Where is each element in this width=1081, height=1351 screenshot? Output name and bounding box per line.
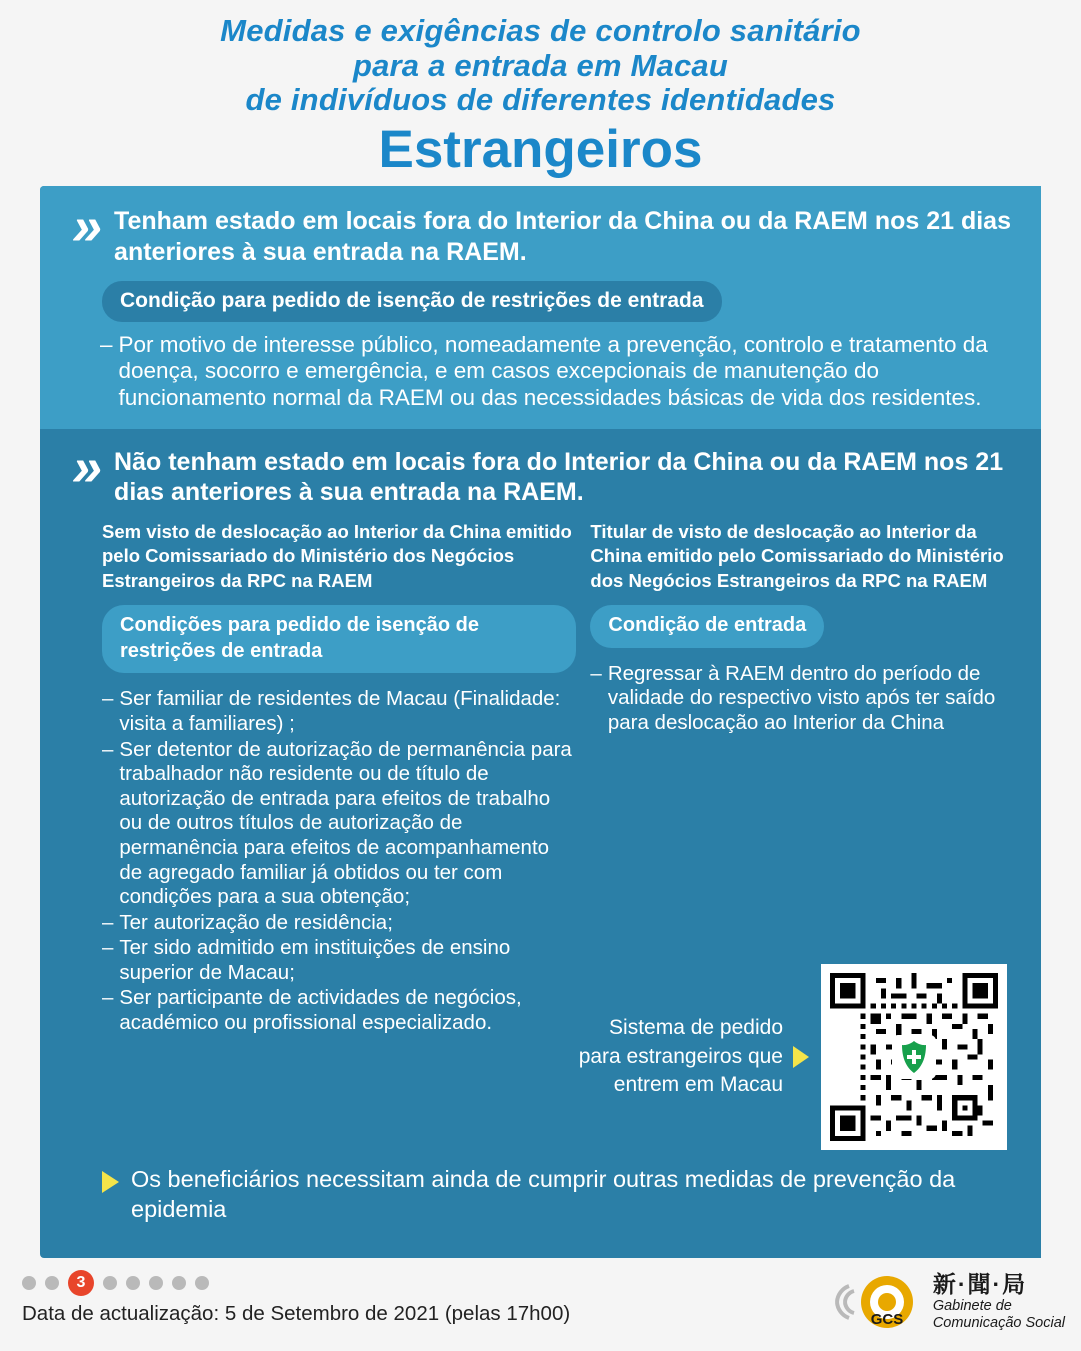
list-item xyxy=(590,662,1015,736)
column-with-visa xyxy=(576,520,1015,1037)
pagination-dot[interactable] xyxy=(22,1276,36,1290)
section-abroad-pill: Condição para pedido de isenção de restrições de entrada xyxy=(102,281,722,322)
svg-text:GCS: GCS xyxy=(870,1311,904,1328)
column-no-visa-subheading: Sem visto de deslocação ao Interior da China emitido pelo Comissariado do Ministério dos Negócios Estrangeiros da RPC na RAEM xyxy=(102,520,572,591)
footnote xyxy=(102,1165,1041,1224)
footnote-text: Os beneficiários necessitam ainda de cumprir outras medidas de prevenção da epidemia xyxy=(131,1166,956,1222)
column-no-visa-pill: Condições para pedido de isenção de restrições de entrada xyxy=(102,605,576,673)
pagination-dot-active[interactable]: 3 xyxy=(68,1270,94,1296)
pagination-dot[interactable] xyxy=(103,1276,117,1290)
column-with-visa-list xyxy=(590,662,1015,736)
triangle-right-icon xyxy=(793,1046,809,1068)
gcs-logo-pt-2: Comunicação Social xyxy=(932,1314,1065,1331)
list-item xyxy=(102,687,576,736)
qr-code[interactable] xyxy=(821,964,1007,1150)
page-title: Estrangeiros xyxy=(378,120,703,180)
gcs-logo-icon xyxy=(831,1266,927,1338)
section-abroad-list xyxy=(100,332,1015,411)
header-line-1: Medidas e exigências de controlo sanitário xyxy=(220,13,861,48)
dash-marker: – xyxy=(590,661,602,685)
left-strip xyxy=(0,186,14,1258)
pagination-dot[interactable] xyxy=(126,1276,140,1290)
list-item-text: Ser participante de actividades de negócios, académico ou profissional especializado. xyxy=(119,986,522,1035)
section-abroad-header xyxy=(66,196,1015,267)
list-item-text: Ter sido admitido em instituições de ensino superior de Macau; xyxy=(119,936,511,984)
gcs-logo-text xyxy=(933,1272,1065,1332)
gcs-logo xyxy=(831,1266,1065,1338)
pagination-dot[interactable] xyxy=(172,1276,186,1290)
column-no-visa xyxy=(66,520,576,1037)
list-item-text: Ser detentor de autorização de permanência para trabalhador não residente ou de título de autorização de entrada para efeitos de trabalho ou de outros títulos de autorização de permanência para efeitos de acompanhamento de agregado familiar já obtidos ou ter com condições para a sua obtenção; xyxy=(119,737,572,909)
gcs-logo-pt-1: Gabinete de xyxy=(932,1297,1012,1314)
dash-marker: – xyxy=(102,737,114,761)
update-date: Data de actualização: 5 de Setembro de 2021 (pelas 17h00) xyxy=(22,1302,571,1325)
qr-section xyxy=(579,964,1007,1150)
section-not-abroad xyxy=(40,429,1041,1047)
section-abroad-heading: Tenham estado em locais fora do Interior da China ou da RAEM nos 21 dias anteriores à sua entrada na RAEM. xyxy=(114,207,1011,266)
page-header xyxy=(0,0,1081,181)
qr-caption-line-1: Sistema de pedido xyxy=(609,1016,783,1040)
list-item-text: Regressar à RAEM dentro do período de validade do respectivo visto após ter saído para deslocação ao Interior da China xyxy=(607,661,996,734)
pagination[interactable] xyxy=(22,1270,218,1296)
gcs-logo-cn: 新·聞·局 xyxy=(932,1271,1028,1298)
triangle-right-icon xyxy=(102,1171,119,1193)
section-not-abroad-heading: Não tenham estado em locais fora do Interior da China ou da RAEM nos 21 dias anteriores à sua entrada na RAEM. xyxy=(114,447,1004,507)
health-shield-icon xyxy=(892,1035,936,1079)
list-item xyxy=(100,332,1015,411)
chevron-double-right-icon: » xyxy=(72,436,93,497)
list-item-text: Ser familiar de residentes de Macau (Finalidade: visita a familiares) ; xyxy=(119,687,561,735)
list-item-text: Por motivo de interesse público, nomeadamente a prevenção, controlo e tratamento da doença, socorro e emergência, e em casos excepcionais de manutenção do funcionamento normal da RAEM ou das necessidades básicas de vida dos residentes. xyxy=(118,332,988,410)
dash-marker: – xyxy=(102,986,114,1010)
qr-caption-line-3: entrem em Macau xyxy=(613,1073,783,1097)
qr-caption xyxy=(579,1014,783,1099)
list-item xyxy=(102,936,576,985)
two-column-area xyxy=(66,520,1015,1037)
health-shield-glyph xyxy=(894,1037,934,1077)
pagination-dot[interactable] xyxy=(149,1276,163,1290)
dash-marker: – xyxy=(102,936,114,960)
qr-caption-line-2: para estrangeiros que xyxy=(578,1044,783,1068)
content-card xyxy=(40,186,1041,1258)
dash-marker: – xyxy=(102,687,114,711)
section-abroad xyxy=(40,186,1041,429)
list-item xyxy=(102,911,576,936)
chevron-double-right-icon: » xyxy=(72,196,93,256)
list-item xyxy=(102,738,576,910)
section-not-abroad-header xyxy=(66,436,1015,508)
column-with-visa-pill: Condição de entrada xyxy=(590,605,824,648)
list-item xyxy=(102,986,576,1035)
page-footer xyxy=(0,1258,1081,1351)
pagination-dot[interactable] xyxy=(195,1276,209,1290)
column-no-visa-list xyxy=(102,687,576,1035)
header-line-3: de indivíduos de diferentes identidades xyxy=(245,82,836,118)
dash-marker: – xyxy=(102,910,114,934)
gcs-logo-mark xyxy=(831,1266,927,1338)
column-with-visa-subheading: Titular de visto de deslocação ao Interior da China emitido pelo Comissariado do Ministério dos Negócios Estrangeiros da RPC na RAEM xyxy=(590,520,1004,591)
pagination-dot[interactable] xyxy=(45,1276,59,1290)
header-line-2: para a entrada em Macau xyxy=(352,47,729,83)
dash-marker: – xyxy=(100,332,113,357)
list-item-text: Ter autorização de residência; xyxy=(119,910,393,934)
